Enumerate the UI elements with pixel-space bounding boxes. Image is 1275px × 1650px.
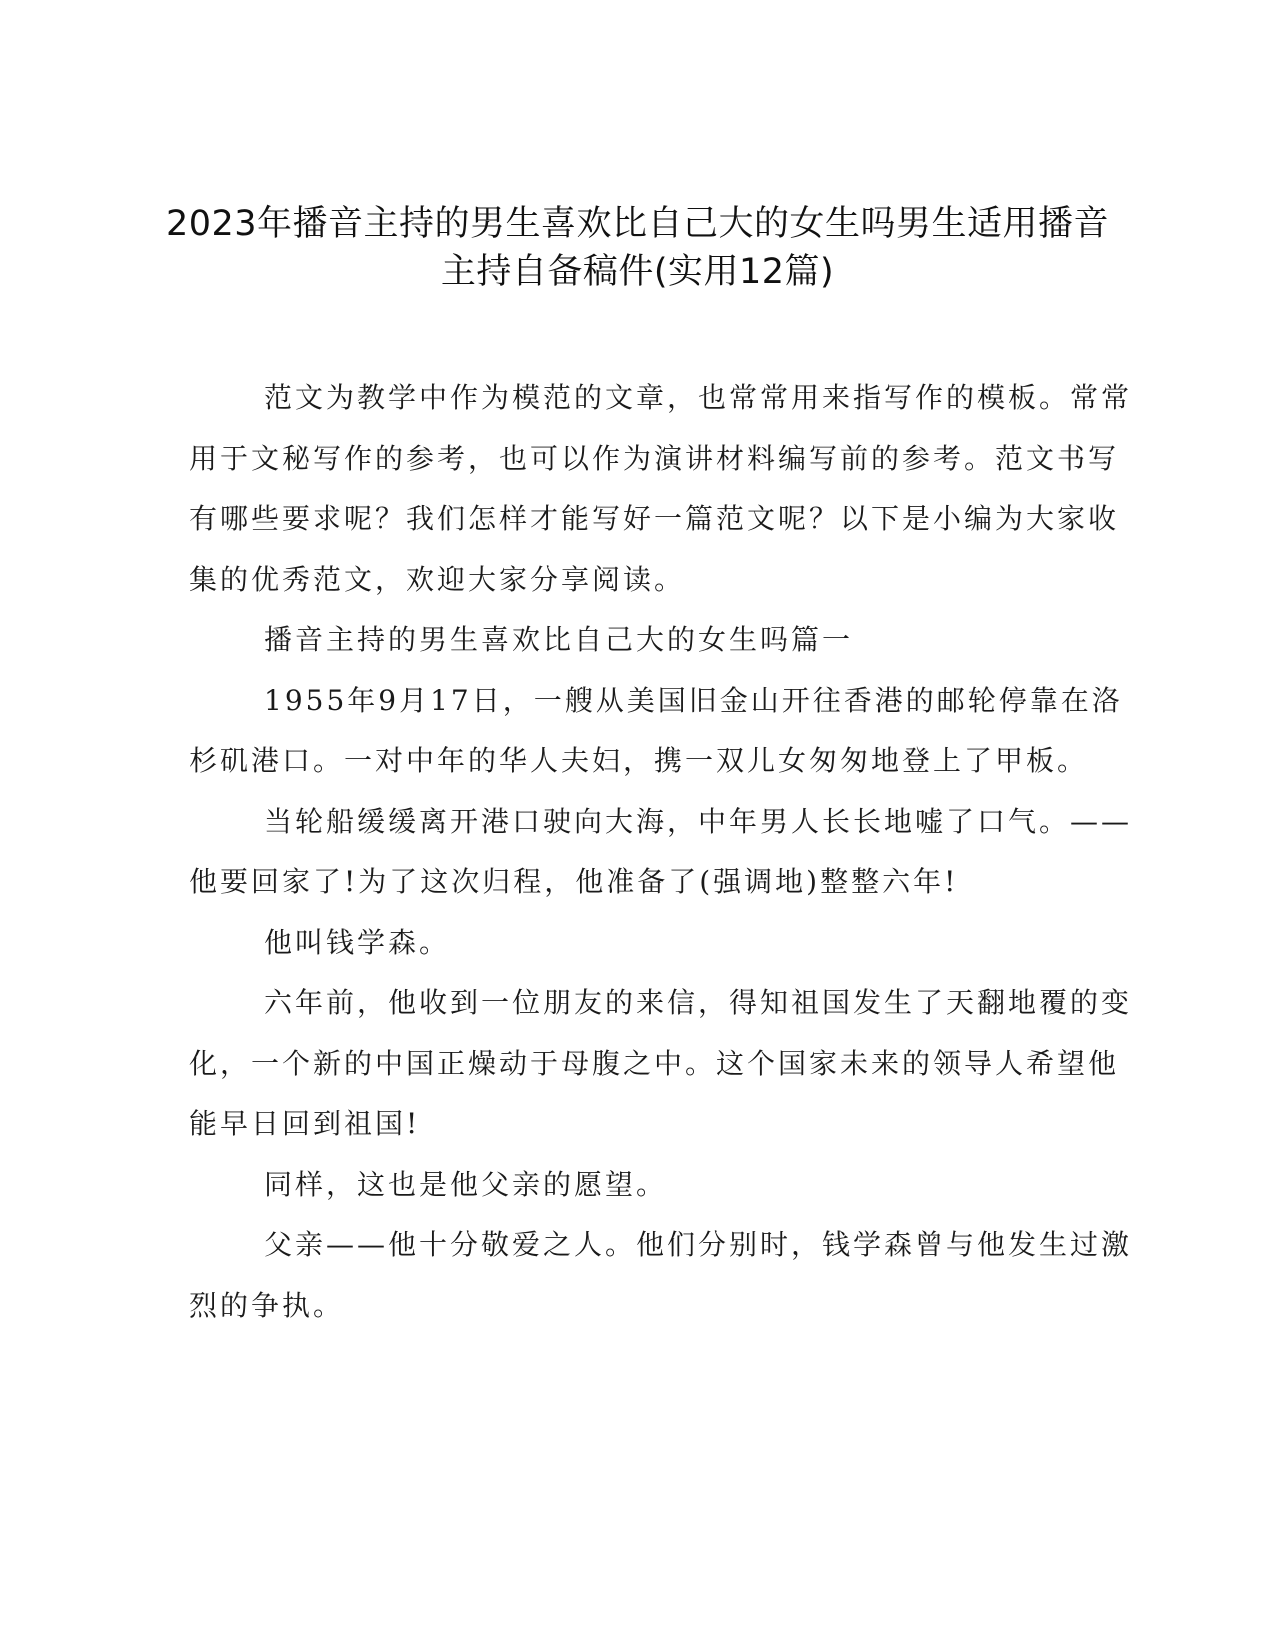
paragraph-line: 1955年9月17日，一艘从美国旧金山开往香港的邮轮停靠在洛 xyxy=(264,683,1123,717)
paragraph-line: 他要回家了!为了这次归程，他准备了(强调地)整整六年! xyxy=(189,865,959,898)
section-heading: 播音主持的男生喜欢比自己大的女生吗篇一 xyxy=(264,623,854,656)
intro-paragraph-line: 用于文秘写作的参考，也可以作为演讲材料编写前的参考。范文书写 xyxy=(189,441,1120,475)
intro-paragraph-line: 范文为教学中作为模范的文章，也常常用来指写作的模板。常常 xyxy=(264,381,1133,414)
title-line-1: 2023年播音主持的男生喜欢比自己大的女生吗男生适用播音 xyxy=(165,204,1110,244)
intro-paragraph-line: 集的优秀范文，欢迎大家分享阅读。 xyxy=(189,562,686,596)
paragraph-line: 烈的争执。 xyxy=(189,1288,345,1322)
intro-paragraph-line: 有哪些要求呢？我们怎样才能写好一篇范文呢？以下是小编为大家收 xyxy=(189,502,1120,535)
document-body xyxy=(189,368,1133,1336)
paragraph-line: 杉矶港口。一对中年的华人夫妇，携一双儿女匆匆地登上了甲板。 xyxy=(189,744,1089,777)
paragraph-line: 化，一个新的中国正燥动于母腹之中。这个国家未来的领导人希望他 xyxy=(189,1046,1120,1080)
paragraph-line: 当轮船缓缓离开港口驶向大海，中年男人长长地嘘了口气。—— xyxy=(264,804,1133,838)
paragraph-line: 六年前，他收到一位朋友的来信，得知祖国发生了天翻地覆的变 xyxy=(264,986,1133,1019)
paragraph-line: 能早日回到祖国! xyxy=(189,1107,421,1140)
document-title xyxy=(150,200,1125,296)
paragraph-line: 他叫钱学森。 xyxy=(264,925,451,959)
title-line-2: 主持自备稿件(实用12篇) xyxy=(440,252,835,292)
paragraph-line: 父亲——他十分敬爱之人。他们分别时，钱学森曾与他发生过激 xyxy=(264,1228,1133,1261)
paragraph-line: 同样，这也是他父亲的愿望。 xyxy=(264,1167,668,1201)
